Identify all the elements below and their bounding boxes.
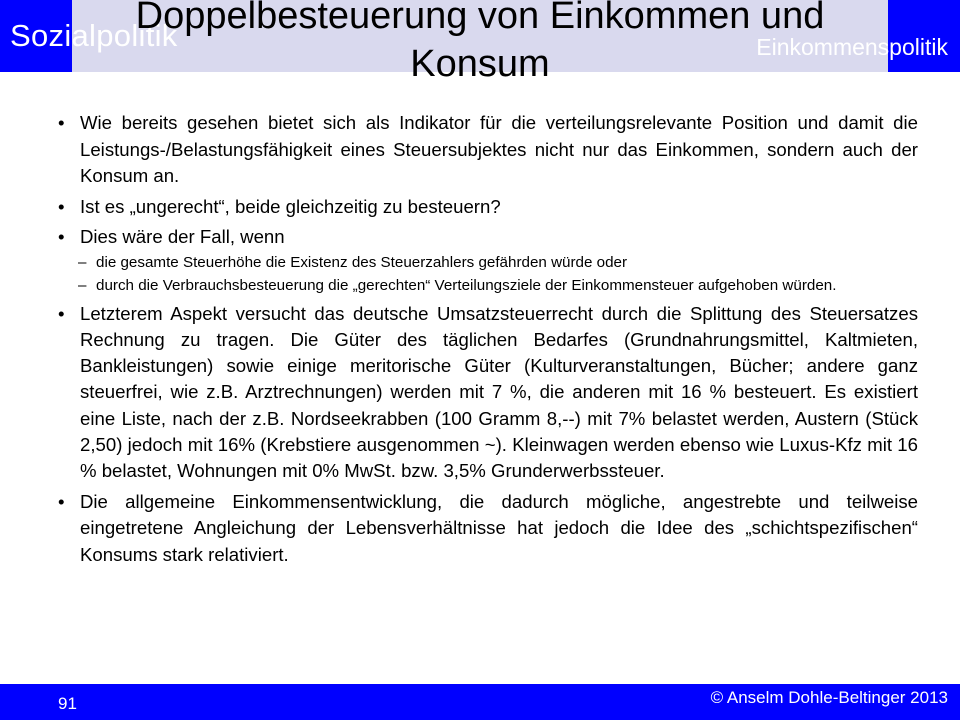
sub-bullet-text: die gesamte Steuerhöhe die Existenz des Steuerzahlers gefährden würde oder — [96, 253, 628, 271]
dash-marker: – — [78, 276, 87, 294]
copyright-notice: © Anselm Dohle-Beltinger 2013 — [710, 688, 948, 707]
bullet-item: • Die allgemeine Einkommensentwicklung, die dadurch mögliche, angestrebte und teilweise eingetretene Angleichung der Lebensverhältnisse hat jedoch die Idee des „schichtspezifischen“ Konsums stark relativiert. — [56, 489, 918, 569]
slide-title: Doppelbesteuerung von Einkommen und Konsum — [135, 0, 825, 85]
slide-body — [56, 110, 918, 572]
sub-bullet-item — [56, 251, 918, 274]
bullet-item: • Wie bereits gesehen bietet sich als Indikator für die verteilungsrelevante Position und damit die Leistungs-/Belastungsfähigkeit eines Steuersubjektes nicht nur das Einkommen, sondern auch der Konsum an. — [56, 110, 918, 190]
page-number: 91 — [58, 694, 77, 713]
footer-bar — [0, 684, 960, 720]
subsection-label: Einkommenspolitik — [756, 34, 948, 60]
bullet-item: • Dies wäre der Fall, wenn — [56, 224, 918, 251]
dash-marker: – — [78, 253, 87, 271]
sub-bullet-item — [56, 274, 918, 297]
sub-bullet-text: durch die Verbrauchsbesteuerung die „gerechten“ Verteilungsziele der Einkommensteuer aufgehoben würden. — [96, 276, 837, 294]
section-label: Sozialpolitik — [10, 18, 178, 53]
bullet-item: • Ist es „ungerecht“, beide gleichzeitig zu besteuern? — [56, 194, 918, 221]
bullet-item: • Letzterem Aspekt versucht das deutsche Umsatzsteuerrecht durch die Splittung des Steuersatzes Rechnung zu tragen. Die Güter des täglichen Bedarfes (Grundnahrungsmittel, Kaltmieten, Bankleistungen) sowie einige meritorische Güter (Kulturveranstaltungen, Bücher; andere ganz steuerfrei, wie z.B. Arztrechnungen) werden mit 7 %, die anderen mit 16 % besteuert. Es existiert eine Liste, nach der z.B. Nordseekrabben (100 Gramm 8,--) mit 7% belastet werden, Austern (Stück 2,50) jedoch mit 16% (Krebstiere ausgenommen ~). Kleinwagen werden ebenso wie Luxus-Kfz mit 16 % belastet, Wohnungen mit 0% MwSt. bzw. 3,5% Grunderwerbssteuer. — [56, 301, 918, 485]
